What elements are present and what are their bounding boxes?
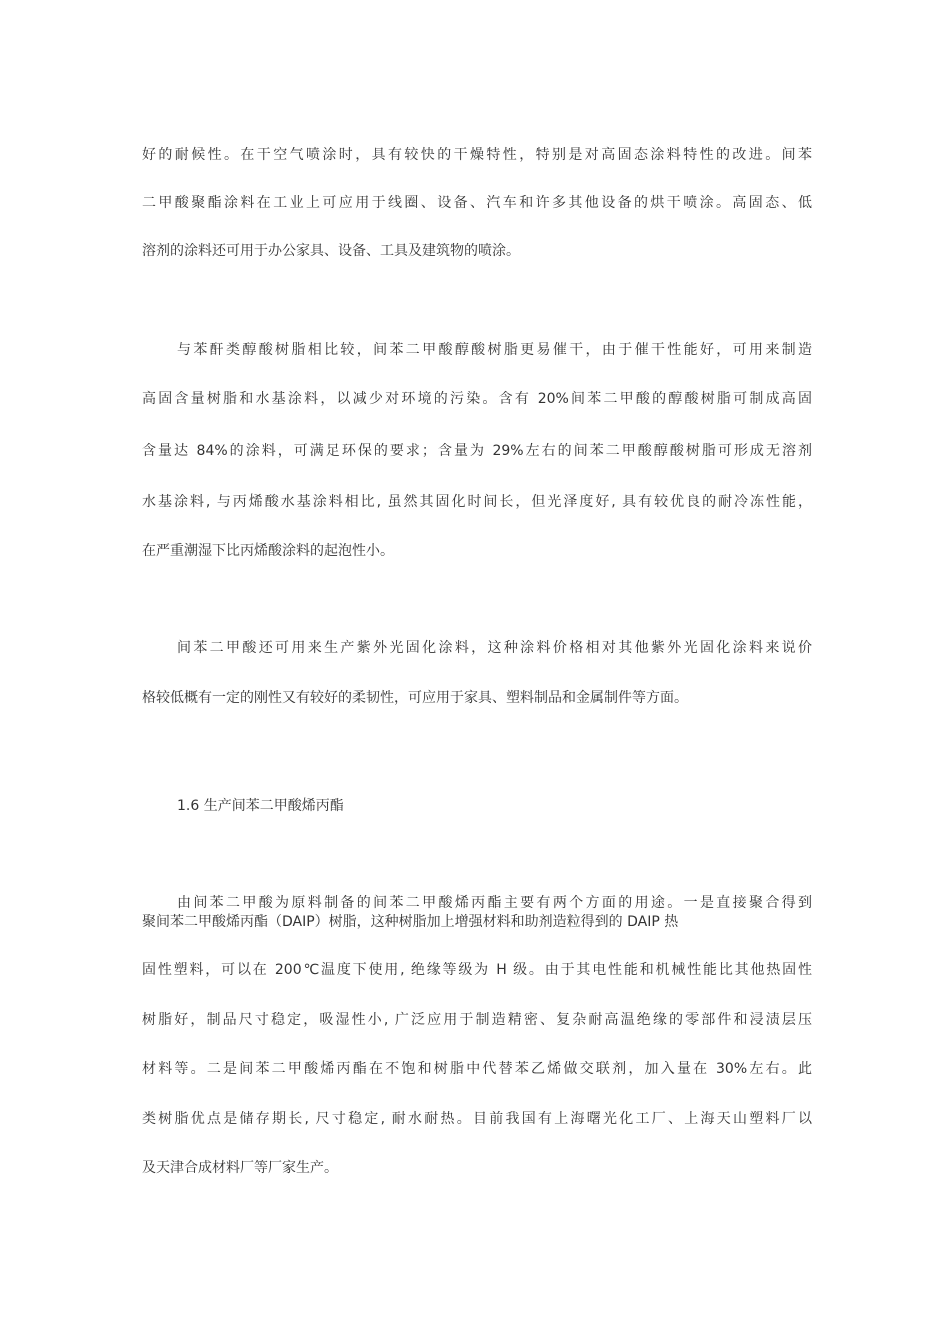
paragraph-line: 二甲酸聚酯涂料在工业上可应用于线圈、设备、汽车和许多其他设备的烘干喷涂。高固态、低 bbox=[142, 195, 812, 211]
paragraph-line: 在严重潮湿下比丙烯酸涂料的起泡性小。 bbox=[142, 543, 394, 559]
paragraph-line: 格较低概有一定的刚性又有较好的柔韧性，可应用于家具、塑料制品和金属制件等方面。 bbox=[142, 690, 688, 706]
section-heading: 1.6 生产间苯二甲酸烯丙酯 bbox=[177, 798, 344, 814]
paragraph-line: 水基涂料, 与丙烯酸水基涂料相比, 虽然其固化时间长，但光泽度好, 具有较优良的耐冷冻性能， bbox=[142, 494, 812, 510]
paragraph-line: 含量达 84%的涂料，可满足环保的要求；含量为 29%左右的间苯二甲酸醇酸树脂可形成无溶剂 bbox=[142, 443, 812, 459]
paragraph-line: 聚间苯二甲酸烯丙酯（DAIP）树脂，这种树脂加上增强材料和助剂造粒得到的 DAIP 热 bbox=[142, 914, 679, 930]
paragraph-line: 间苯二甲酸还可用来生产紫外光固化涂料，这种涂料价格相对其他紫外光固化涂料来说价 bbox=[177, 640, 812, 656]
paragraph-line: 由间苯二甲酸为原料制备的间苯二甲酸烯丙酯主要有两个方面的用途。一是直接聚合得到 bbox=[177, 895, 812, 911]
paragraph-line: 与苯酐类醇酸树脂相比较，间苯二甲酸醇酸树脂更易催干，由于催干性能好，可用来制造 bbox=[177, 342, 812, 358]
paragraph-line: 材料等。二是间苯二甲酸烯丙酯在不饱和树脂中代替苯乙烯做交联剂，加入量在 30%左右。此 bbox=[142, 1061, 812, 1077]
paragraph-line: 类树脂优点是储存期长, 尺寸稳定, 耐水耐热。目前我国有上海曙光化工厂、上海天山塑料厂以 bbox=[142, 1111, 812, 1127]
paragraph-line: 溶剂的涂料还可用于办公家具、设备、工具及建筑物的喷涂。 bbox=[142, 243, 520, 259]
paragraph-line: 好的耐候性。在干空气喷涂时，具有较快的干燥特性，特别是对高固态涂料特性的改进。间苯 bbox=[142, 147, 812, 163]
paragraph-line: 及天津合成材料厂等厂家生产。 bbox=[142, 1160, 338, 1176]
paragraph-line: 固性塑料，可以在 200℃温度下使用, 绝缘等级为 H 级。由于其电性能和机械性能比其他热固性 bbox=[142, 962, 812, 978]
paragraph-line: 树脂好，制品尺寸稳定，吸湿性小, 广泛应用于制造精密、复杂耐高温绝缘的零部件和浸渍层压 bbox=[142, 1012, 812, 1028]
paragraph-line: 高固含量树脂和水基涂料，以减少对环境的污染。含有 20%间苯二甲酸的醇酸树脂可制成高固 bbox=[142, 391, 812, 407]
